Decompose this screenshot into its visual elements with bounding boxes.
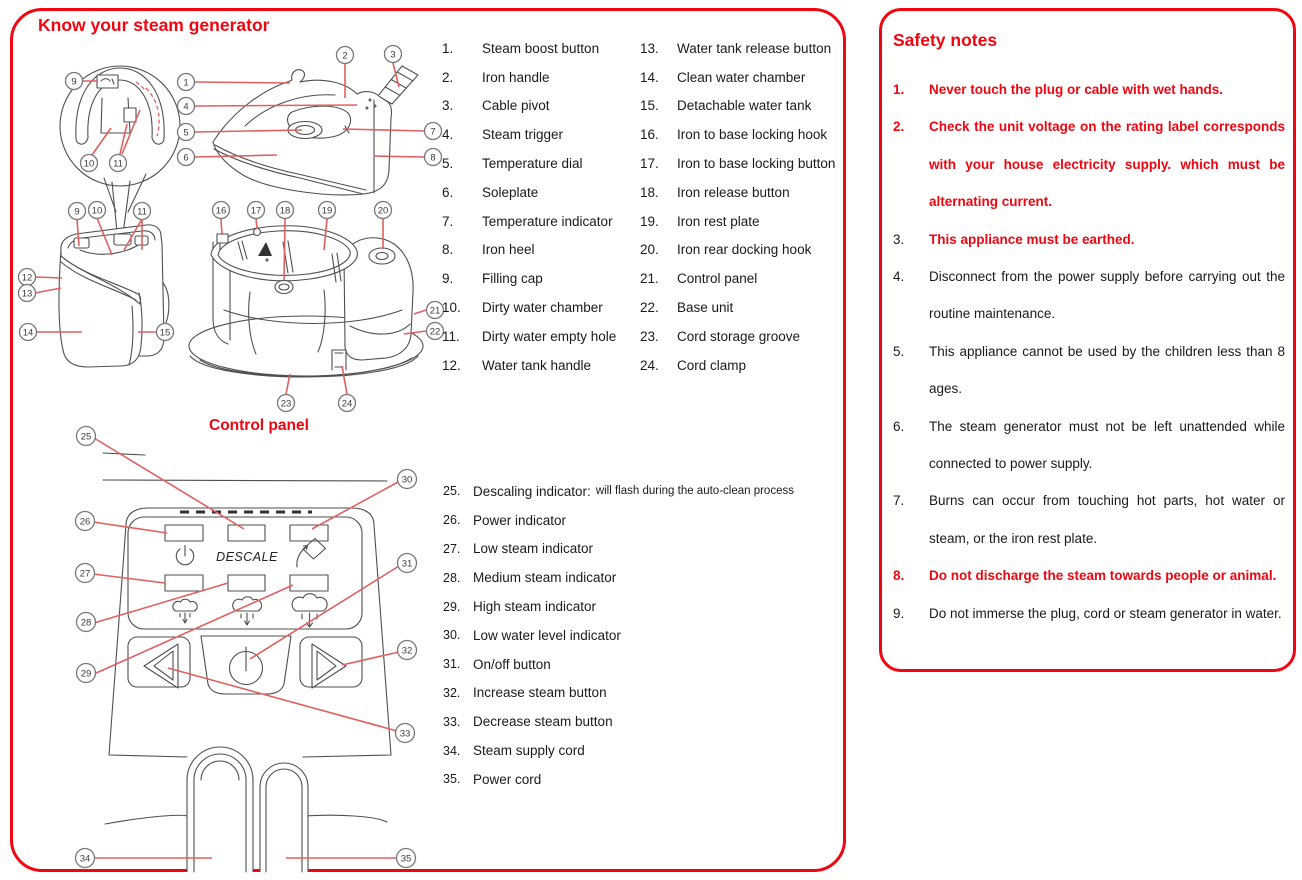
indicator-area bbox=[128, 517, 362, 629]
safety-note-8: 8. Do not discharge the steam towards people or animal. bbox=[893, 568, 1277, 584]
callout-34 bbox=[76, 849, 95, 868]
svg-text:31: 31 bbox=[401, 558, 413, 570]
callout-3 bbox=[385, 46, 402, 63]
parts-list-item: 19. Iron rest plate bbox=[640, 213, 760, 229]
left-arrow-icon bbox=[144, 644, 178, 688]
parts-list-item: 22. Base unit bbox=[640, 300, 734, 316]
svg-text:24: 24 bbox=[341, 398, 353, 410]
parts-list-item: 26. Power indicator bbox=[443, 512, 567, 528]
iron-to-base-locking-button-drawing bbox=[254, 229, 261, 236]
svg-text:9: 9 bbox=[71, 76, 77, 88]
parts-list-item: 11. Dirty water empty hole bbox=[442, 328, 617, 344]
high-steam-indicator-drawing bbox=[290, 575, 328, 591]
parts-list-item: 28. Medium steam indicator bbox=[443, 570, 617, 586]
parts-list-item: 3. Cable pivot bbox=[442, 98, 550, 114]
parts-list-item: 15. Detachable water tank bbox=[640, 98, 812, 114]
svg-text:14: 14 bbox=[22, 327, 34, 339]
parts-list-item: 25. Descaling indicator: will flash during the auto-clean process bbox=[443, 483, 794, 499]
parts-list-item: 23. Cord storage groove bbox=[640, 328, 801, 344]
callout-1 bbox=[178, 74, 195, 91]
callout-33 bbox=[396, 724, 415, 743]
svg-text:11: 11 bbox=[113, 158, 123, 170]
callout-11 bbox=[134, 203, 151, 220]
svg-text:12: 12 bbox=[21, 272, 33, 284]
parts-list-item: 6. Soleplate bbox=[442, 184, 539, 200]
svg-text:28: 28 bbox=[80, 617, 92, 629]
parts-list-item: 18. Iron release button bbox=[640, 184, 790, 200]
callout-24 bbox=[339, 395, 356, 412]
power-icon bbox=[176, 546, 193, 565]
descaling-note: will flash during the auto-clean process bbox=[595, 485, 794, 498]
callout-6 bbox=[178, 149, 195, 166]
parts-list-column-1 bbox=[442, 34, 616, 380]
parts-list-item: 35. Power cord bbox=[443, 771, 542, 787]
svg-text:5: 5 bbox=[183, 127, 189, 139]
callout-23 bbox=[278, 395, 295, 412]
svg-text:25: 25 bbox=[80, 431, 92, 443]
callout-16 bbox=[213, 202, 230, 219]
parts-list-item: 5. Temperature dial bbox=[442, 156, 583, 172]
parts-list-item: 20. Iron rear docking hook bbox=[640, 242, 812, 258]
low-steam-indicator-drawing bbox=[165, 575, 203, 591]
callout-21 bbox=[427, 302, 444, 319]
svg-text:27: 27 bbox=[79, 568, 91, 580]
callout-25 bbox=[77, 427, 96, 446]
svg-text:8: 8 bbox=[430, 152, 436, 164]
callout-11 bbox=[110, 155, 127, 172]
parts-list-item: 17. Iron to base locking button bbox=[640, 156, 836, 172]
safety-note-9: 9. Do not immerse the plug, cord or steam generator in water. bbox=[893, 605, 1282, 621]
callout-29 bbox=[77, 664, 96, 683]
parts-list-item: 2. Iron handle bbox=[442, 69, 550, 85]
svg-text:34: 34 bbox=[79, 853, 91, 865]
svg-text:1: 1 bbox=[183, 77, 189, 89]
steam-supply-cord-drawing bbox=[187, 747, 253, 872]
svg-text:30: 30 bbox=[401, 474, 413, 486]
parts-list-item: 31. On/off button bbox=[443, 656, 551, 672]
svg-text:21: 21 bbox=[429, 305, 441, 317]
panel-outline bbox=[109, 508, 391, 757]
svg-text:17: 17 bbox=[250, 205, 262, 217]
callout-18 bbox=[277, 202, 294, 219]
callout-10 bbox=[89, 202, 106, 219]
parts-list-item: 24. Cord clamp bbox=[640, 357, 747, 373]
callout-10 bbox=[81, 155, 98, 172]
svg-text:19: 19 bbox=[321, 205, 333, 217]
callout-20 bbox=[375, 202, 392, 219]
callout-35 bbox=[397, 849, 416, 868]
callout-15 bbox=[157, 324, 174, 341]
svg-text:32: 32 bbox=[401, 645, 413, 657]
parts-list-item: 14. Clean water chamber bbox=[640, 69, 806, 85]
filling-cap-icon bbox=[97, 75, 118, 88]
callout-4 bbox=[178, 98, 195, 115]
callout-9 bbox=[69, 203, 86, 220]
callout-26 bbox=[76, 512, 95, 531]
svg-text:13: 13 bbox=[21, 288, 33, 300]
safety-note-1: 1. Never touch the plug or cable with wet hands. bbox=[893, 82, 1224, 97]
water-tank-drawing bbox=[59, 225, 169, 367]
svg-text:15: 15 bbox=[159, 327, 171, 339]
power-indicator-drawing bbox=[165, 525, 203, 541]
parts-list-item: 7. Temperature indicator bbox=[442, 213, 613, 229]
water-pour-icon bbox=[297, 539, 326, 568]
iron-release-button-drawing bbox=[275, 281, 293, 294]
base-unit-diagrams bbox=[14, 180, 446, 415]
callout-30 bbox=[398, 470, 417, 489]
know-section-title: Know your steam generator bbox=[38, 15, 270, 35]
svg-text:3: 3 bbox=[390, 49, 396, 61]
safety-note-7: 7. Burns can occur from touching hot parts, hot water or steam, or the iron rest plate. bbox=[893, 493, 1285, 546]
svg-text:26: 26 bbox=[79, 516, 91, 528]
medium-steam-indicator-drawing bbox=[228, 575, 265, 591]
parts-list-item: 13. Water tank release button bbox=[640, 40, 832, 56]
descaling-indicator-drawing bbox=[228, 525, 265, 541]
svg-text:23: 23 bbox=[280, 398, 292, 410]
parts-list-item: 33. Decrease steam button bbox=[443, 714, 613, 730]
low-steam-icon bbox=[173, 599, 197, 623]
svg-text:20: 20 bbox=[377, 205, 389, 217]
parts-list-item: 16. Iron to base locking hook bbox=[640, 127, 828, 143]
callout-19 bbox=[319, 202, 336, 219]
svg-text:16: 16 bbox=[215, 205, 227, 217]
base-unit-drawing bbox=[189, 226, 423, 377]
descale-label: DESCALE bbox=[216, 550, 278, 564]
safety-note-2: 2. Check the unit voltage on the rating label corresponds with your house electricity supply. which must be alternating current. bbox=[893, 119, 1285, 210]
callout-13 bbox=[19, 285, 36, 302]
callout-27 bbox=[76, 564, 95, 583]
control-panel-title: Control panel bbox=[209, 417, 309, 434]
svg-text:29: 29 bbox=[80, 668, 92, 680]
iron-to-base-locking-hook-drawing bbox=[217, 234, 228, 243]
svg-text:2: 2 bbox=[342, 50, 348, 62]
callout-5 bbox=[178, 124, 195, 141]
parts-list-item: 32. Increase steam button bbox=[443, 685, 607, 701]
parts-list-item: 29. High steam indicator bbox=[443, 599, 597, 615]
callout-12 bbox=[19, 269, 36, 286]
svg-text:35: 35 bbox=[400, 853, 412, 865]
safety-notes-title: Safety notes bbox=[893, 30, 998, 50]
callout-32 bbox=[398, 641, 417, 660]
callout-8 bbox=[425, 149, 442, 166]
callout-22 bbox=[427, 323, 444, 340]
parts-list-item: 8. Iron heel bbox=[442, 242, 535, 258]
parts-list-column-2 bbox=[640, 34, 835, 380]
svg-text:7: 7 bbox=[430, 126, 436, 138]
safety-note-3: 3. This appliance must be earthed. bbox=[893, 231, 1135, 247]
svg-text:10: 10 bbox=[91, 205, 103, 217]
parts-list-item: 30. Low water level indicator bbox=[443, 627, 621, 643]
parts-list-item: 21. Control panel bbox=[640, 271, 758, 287]
right-arrow-icon bbox=[312, 644, 346, 688]
svg-text:18: 18 bbox=[279, 205, 291, 217]
parts-list-item: 4. Steam trigger bbox=[442, 127, 564, 143]
parts-list-item: 10. Dirty water chamber bbox=[442, 300, 603, 316]
filling-cap-drawing bbox=[74, 238, 89, 248]
parts-list-item: 9. Filling cap bbox=[442, 271, 543, 287]
callout-28 bbox=[77, 613, 96, 632]
parts-list-item: 1. Steam boost button bbox=[442, 40, 600, 56]
base-outline-lines bbox=[103, 453, 387, 481]
svg-text:10: 10 bbox=[83, 158, 95, 170]
parts-list-item: 34. Steam supply cord bbox=[443, 743, 585, 759]
callout-7 bbox=[425, 123, 442, 140]
svg-text:33: 33 bbox=[399, 728, 411, 740]
callout-17 bbox=[248, 202, 265, 219]
safety-note-6: 6. The steam generator must not be left unattended while connected to power supply. bbox=[893, 418, 1285, 472]
svg-text:11: 11 bbox=[137, 206, 147, 218]
svg-text:22: 22 bbox=[429, 326, 441, 338]
svg-text:4: 4 bbox=[183, 101, 189, 113]
safety-note-5: 5. This appliance cannot be used by the children less than 8 ages. bbox=[893, 343, 1285, 397]
callout-31 bbox=[398, 554, 417, 573]
svg-text:9: 9 bbox=[74, 206, 80, 218]
iron-rear-docking-hook-drawing bbox=[369, 248, 395, 264]
parts-list-item: 12. Water tank handle bbox=[442, 357, 592, 373]
low-water-indicator-drawing bbox=[290, 525, 328, 541]
safety-note-4: 4. Disconnect from the power supply before carrying out the routine maintenance. bbox=[893, 269, 1285, 322]
control-panel-diagram bbox=[60, 425, 435, 872]
callout-14 bbox=[20, 324, 37, 341]
safety-notes-list bbox=[893, 71, 1285, 632]
parts-list-item: 27. Low steam indicator bbox=[443, 541, 594, 557]
callout-2 bbox=[337, 47, 354, 64]
svg-text:6: 6 bbox=[183, 152, 189, 164]
highlight-dashed-arc bbox=[136, 82, 159, 136]
callout-9 bbox=[66, 73, 83, 90]
control-parts-list bbox=[443, 477, 794, 794]
